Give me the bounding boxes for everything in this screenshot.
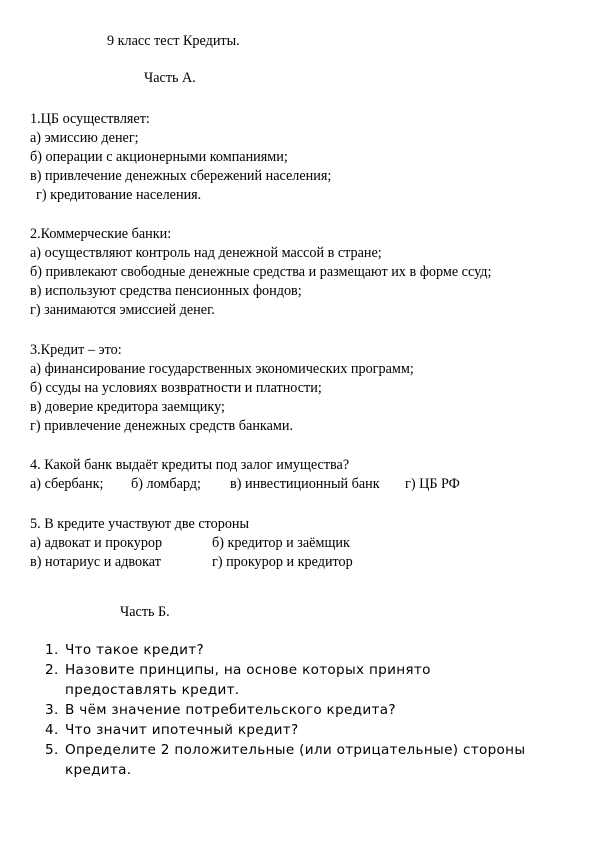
question-4-option-d: г) ЦБ РФ [405, 476, 460, 492]
question-5-option-a: а) адвокат и прокурор [30, 535, 163, 551]
question-2-option-d: г) занимаются эмиссией денег. [30, 302, 215, 318]
section-heading-part-a: Часть А. [144, 70, 196, 86]
list-item [45, 700, 535, 720]
question-2-text: 2.Коммерческие банки: [30, 226, 172, 242]
question-3-option-a: а) финансирование государственных экономических программ; [30, 361, 414, 377]
question-4-option-b: б) ломбард; [131, 476, 201, 492]
question-4-option-c: в) инвестиционный банк [230, 476, 380, 492]
question-3-text: 3.Кредит – это: [30, 342, 122, 358]
question-1-option-b: б) операции с акционерными компаниями; [30, 149, 288, 165]
question-2-option-c: в) используют средства пенсионных фондов; [30, 283, 302, 299]
list-item-text: Определите 2 положительные (или отрицательные) стороны кредита. [65, 742, 526, 778]
question-5-option-c: в) нотариус и адвокат [30, 554, 161, 570]
list-item-number: 4. [45, 722, 59, 738]
question-5-option-d: г) прокурор и кредитор [212, 554, 353, 570]
list-item-text: Что такое кредит? [65, 642, 205, 658]
list-item-number: 5. [45, 742, 59, 758]
question-3-option-b: б) ссуды на условиях возвратности и платности; [30, 380, 322, 396]
question-5-option-b: б) кредитор и заёмщик [212, 535, 350, 551]
question-3-option-d: г) привлечение денежных средств банками. [30, 418, 294, 434]
question-2-option-b: б) привлекают свободные денежные средства и размещают их в форме ссуд; [30, 264, 492, 280]
list-item-text: В чём значение потребительского кредита? [65, 702, 396, 718]
list-item-text: Что значит ипотечный кредит? [65, 722, 299, 738]
list-item-number: 3. [45, 702, 59, 718]
question-1-option-a: а) эмиссию денег; [30, 130, 139, 146]
list-item-number: 2. [45, 662, 59, 678]
question-4-text: 4. Какой банк выдаёт кредиты под залог имущества? [30, 457, 350, 473]
list-item-text: Назовите принципы, на основе которых принято предоставлять кредит. [65, 662, 431, 698]
question-1-option-d: г) кредитование населения. [36, 187, 202, 203]
question-1-option-c: в) привлечение денежных сбережений населения; [30, 168, 332, 184]
section-heading-part-b: Часть Б. [120, 604, 170, 620]
question-2-option-a: а) осуществляют контроль над денежной массой в стране; [30, 245, 382, 261]
list-item [45, 660, 535, 700]
list-item-number: 1. [45, 642, 59, 658]
question-4-option-a: а) сбербанк; [30, 476, 104, 492]
list-item [45, 740, 535, 780]
part-b-question-list [45, 640, 535, 780]
document-title: 9 класс тест Кредиты. [107, 33, 240, 49]
question-5-text: 5. В кредите участвуют две стороны [30, 516, 250, 532]
question-3-option-c: в) доверие кредитора заемщику; [30, 399, 225, 415]
question-1-text: 1.ЦБ осуществляет: [30, 111, 150, 127]
list-item [45, 640, 535, 660]
list-item [45, 720, 535, 740]
